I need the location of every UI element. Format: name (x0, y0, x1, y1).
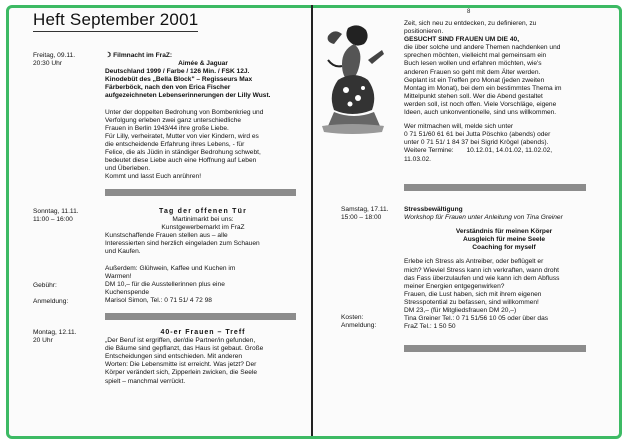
event-text-5: Warmen! (105, 272, 132, 280)
event-40er-treff (105, 329, 301, 386)
event-date: Montag, 12.11. (33, 329, 77, 336)
film-desc-2: Färberböck, nach den von Erica Fischer (105, 84, 231, 92)
separator-bar (404, 184, 586, 191)
woman-illustration (318, 20, 388, 138)
event-date: Freitag, 09.11. (33, 52, 76, 59)
event-text-4: Worten: Die Lebensmitte ist erreicht. Was jetzt? Der (105, 361, 257, 369)
para-3: das Fass überzulaufen und wie kann ich dem Abfluss (404, 274, 560, 282)
para-2: sprechen möchten, vielleicht mal gemeinsam ein (404, 52, 547, 60)
headline: GESUCHT SIND FRAUEN UM DIE 40, (404, 36, 520, 44)
dates: 10.12.01, 14.01.02, 11.02.02, (466, 147, 553, 155)
event-text-2: die Bäume sind gepflanzt, das Haus ist gebaut. Große (105, 345, 264, 353)
event-text-3: und Kaufen. (105, 248, 141, 256)
registration-label: Anmeldung: (33, 298, 69, 305)
event-offene-tuer-datetime (33, 208, 79, 224)
event-title: Tag der offenen Tür (158, 208, 247, 215)
intro-1: Zeit, sich neu zu entdecken, zu definieren, zu (404, 20, 537, 27)
para-5: Geplant ist ein Treffen pro Monat (jeden zweiten (404, 76, 545, 84)
registration-label: Anmeldung: (341, 322, 377, 329)
para-5: Frauen, die Lust haben, sich mit ihrem eigenen (404, 290, 542, 298)
event-title: Filmnacht im FraZ: (113, 52, 173, 59)
event-time: 15:00 – 18:00 (341, 214, 382, 222)
event-stress-datetime (341, 206, 389, 222)
event-text-3: Entscheidungen sind entschieden. Mit anderen (105, 353, 243, 361)
separator-bar (105, 313, 296, 320)
film-text-9: Kommt und lasst Euch anrühren! (105, 173, 202, 181)
film-desc-3: aufgezeichneten Lebenserinnerungen der Lilly Wust. (105, 92, 271, 100)
event-text-6: spielt – manchmal verrückt. (105, 377, 186, 385)
event-title: 40-er Frauen – Treff (160, 329, 246, 336)
contact-1: Wer mitmachen will, melde sich unter (404, 123, 514, 131)
intro-2: positionieren. (404, 28, 444, 36)
event-date: Sonntag, 11.11. (33, 208, 79, 215)
contact-2: 0 71 51/60 61 61 bei Jutta Pöschko (abends) oder (404, 131, 551, 139)
separator-bar (404, 345, 586, 352)
event-date: Samstag, 17.11. (341, 206, 389, 213)
event-stressbewaeltigung (404, 206, 604, 331)
film-meta: Deutschland 1999 / Farbe / 126 Min. / FSK 12J. (105, 68, 250, 76)
event-offene-tuer (105, 208, 301, 305)
event-text-1: Kunstschaffende Frauen stellen aus – alle (105, 232, 228, 240)
page-number: 8 (467, 9, 471, 15)
page-divider (311, 5, 313, 436)
cost-label: Kosten: (341, 314, 364, 321)
film-title: Aimée & Jaguar (178, 60, 228, 68)
para-1: die über solche und andere Themen nachdenken und (404, 44, 561, 52)
cost: DM 23,– (für Mitgliedsfrauen DM 20,–) (404, 307, 517, 315)
film-text-5: die entscheidende Erfahrung ihres Lebens, - für (105, 140, 245, 148)
event-subline-2: Kunstgewerbemarkt im FraZ (161, 224, 245, 232)
contact-3: unter 0 71 51/ 1 84 37 bei Sigrid Krögel (abends). (404, 139, 549, 147)
para-8: werden soll, ist noch offen. Viele Vorschläge, eigene (404, 100, 557, 108)
film-text-6: Felice, die als Jüdin in ständiger Bedrohung schwebt, (105, 149, 261, 157)
motto-1: Verständnis für meinen Körper (455, 228, 553, 236)
event-text-5: Körper verändert sich, Zipperlein zwicken, die Seele (105, 369, 258, 377)
para-6: Montag im Monat), bei dem ein bestimmtes Thema im (404, 84, 562, 92)
event-text-4: Außerdem: Glühwein, Kaffee und Kuchen im (105, 264, 236, 272)
event-time: 20:30 Uhr (33, 60, 62, 68)
event-time: 20 Uhr (33, 337, 53, 345)
motto-2: Ausgleich für meine Seele (462, 236, 546, 244)
film-text-4: Für Lilly, verheiratet, Mutter von vier Kindern, wird es (105, 132, 259, 140)
event-fee-2: Kuchenspende (105, 288, 149, 296)
event-subtitle: Workshop für Frauen unter Anleitung von Tina Greiner (404, 214, 563, 222)
motto-3: Coaching for myself (472, 244, 536, 252)
para-7: Mittelpunkt stehen soll. Wer die Abend gestaltet (404, 92, 543, 100)
para-6: Stresspotential zu befassen, sind willkommen! (404, 298, 539, 306)
event-filmnacht-datetime (33, 52, 75, 68)
event-text-2: Interessierten sind herzlich eingeladen zum Schauen (105, 240, 260, 248)
event-fee-1: DM 10,– für die Ausstellerinnen plus eine (105, 280, 225, 288)
event-40er-datetime (33, 329, 77, 345)
event-filmnacht (105, 52, 301, 181)
film-text-3: Frauen in Berlin 1943/44 ihre große Liebe. (105, 124, 229, 132)
para-4: meiner Energien entgegenwirken? (404, 282, 505, 290)
film-text-2: Verfolgung erleben zwei ganz unterschiedliche (105, 116, 241, 124)
event-subline-1: Martinimarkt bei uns: (172, 216, 234, 224)
dates-label: Weitere Termine: (404, 147, 454, 155)
para-3: Buch lesen wollen und erfahren möchten, wie's (404, 60, 542, 68)
para-4: anderen Frauen so geht mit dem Älter werden. (404, 68, 541, 76)
moon-icon: ☽ (105, 52, 112, 59)
registration-2: FraZ Tel.: 1 50 50 (404, 323, 456, 331)
fee-label: Gebühr: (33, 282, 57, 289)
film-text-8: und Überleben. (105, 165, 151, 173)
event-title: Stressbewältigung (404, 206, 463, 213)
page-title: Heft September 2001 (33, 10, 198, 32)
event-40er-continued (404, 20, 604, 164)
para-2: mich? Wieviel Stress kann ich verkraften, wann droht (404, 266, 560, 274)
dates-2: 11.03.02. (404, 155, 432, 163)
film-text-7: bedeutet diese Liebe auch eine Hoffnung auf Leben (105, 157, 257, 165)
separator-bar (105, 189, 296, 196)
event-registration: Marisol Simon, Tel.: 0 71 51/ 4 72 98 (105, 296, 212, 304)
event-time: 11:00 – 16:00 (33, 216, 73, 224)
registration-1: Tina Greiner Tel.: 0 71 51/56 10 05 oder über das (404, 315, 549, 323)
film-text-1: Unter der doppelten Bedrohung von Bombenkrieg und (105, 108, 264, 116)
para-1: Erlebe ich Stress als Antreiber, oder beflügelt er (404, 258, 544, 266)
film-desc-1: Kinodebüt des „Bella Block" – Regisseurs Max (105, 76, 253, 84)
event-text-1: „Der Beruf ist ergriffen, der/die Partner/in gefunden, (105, 337, 256, 345)
para-9: Ideen, auch unkonventionelle, sind uns willkommen. (404, 109, 557, 117)
